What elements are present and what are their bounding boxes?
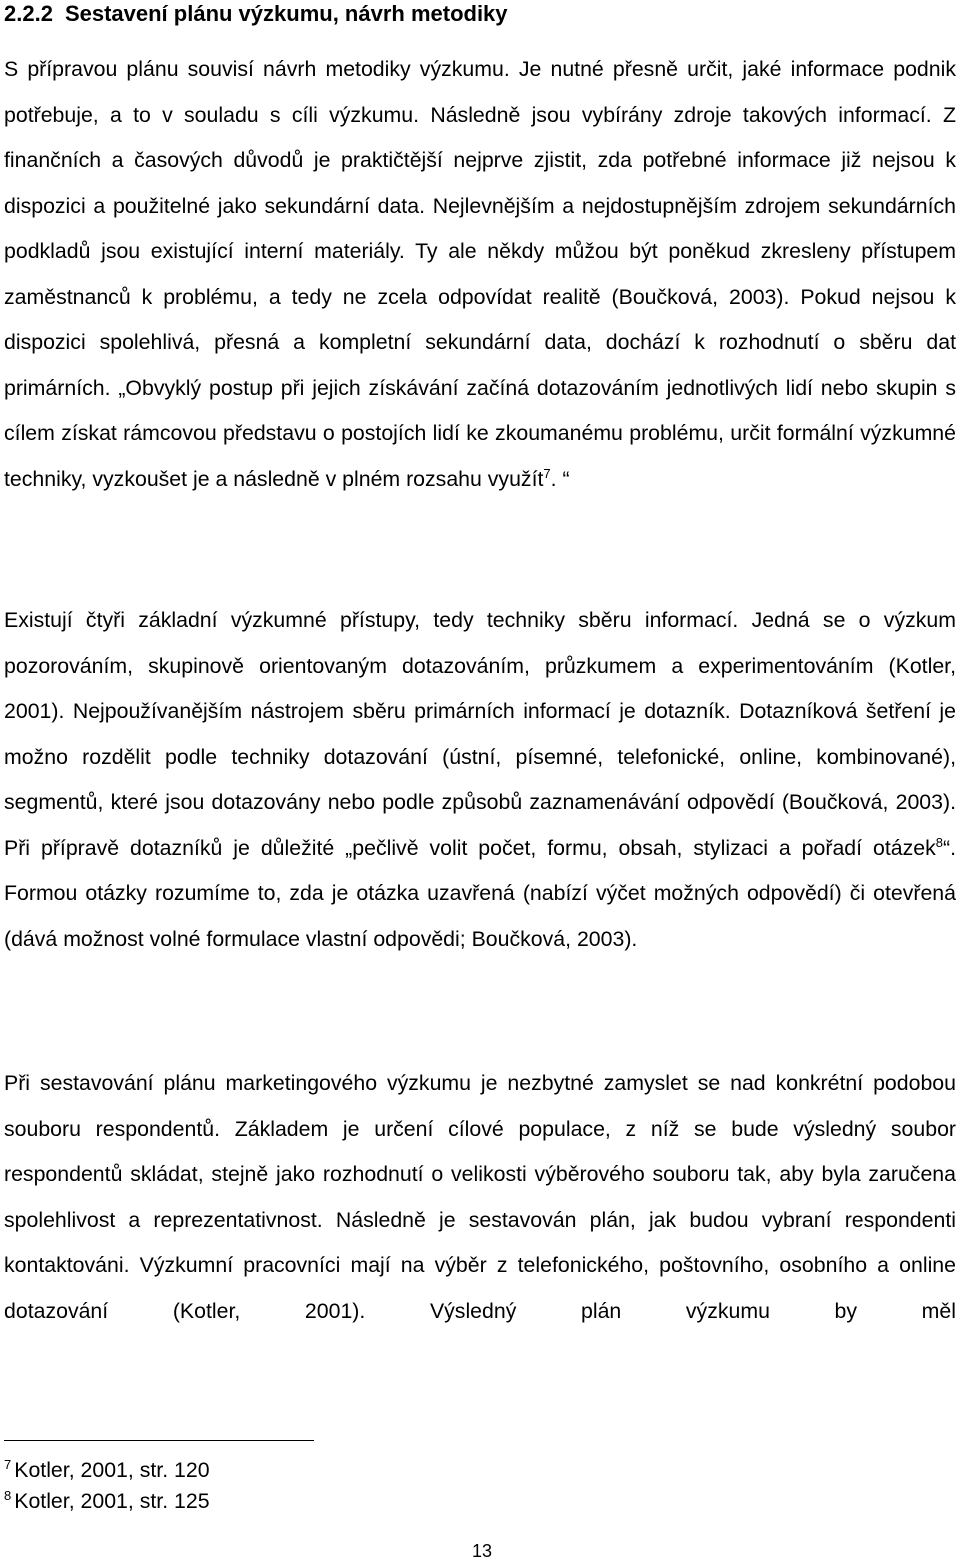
- paragraph-3-text: Při sestavování plánu marketingového výzkumu je nezbytné zamyslet se nad konkrétní podobou souboru respondentů. Základem je určení cílové populace, z níž se bude výsledný soubor respondentů skládat, stejně jako rozhodnutí o velikosti výběrového souboru tak, aby byla zaručena spolehlivost a reprezentativnost. Následně je sestavován plán, jak budou vybraní respondenti kontaktováni. Výzkumní pracovníci mají na výběr z telefonického, poštovního, osobního a online dotazování (Kotler, 2001). Výsledný plán výzkumu by měl: [4, 1071, 956, 1323]
- footnote-mark: 8: [4, 1487, 12, 1503]
- paragraph-2-tail: “. Formou otázky rozumíme to, zda je otázka uzavřená (nabízí výčet možných odpovědí) či otevřená (dává možnost volné formulace vlastní odpovědi; Boučková, 2003).: [4, 835, 956, 951]
- footnote-mark: 7: [4, 1456, 12, 1472]
- section-title: Sestavení plánu výzkumu, návrh metodiky: [64, 1, 508, 26]
- paragraph-1-tail: . “: [550, 466, 570, 491]
- footnote-item: [4, 1455, 210, 1486]
- footnotes: [4, 1455, 210, 1517]
- footnote-ref-8[interactable]: 8: [935, 834, 943, 850]
- paragraph-1-text: S přípravou plánu souvisí návrh metodiky výzkumu. Je nutné přesně určit, jaké informace podnik potřebuje, a to v souladu s cíli výzkumu. Následně jsou vybírány zdroje takových informací. Z finančních a časových důvodů je praktičtější nejprve zjistit, zda potřebné informace již nejsou k dispozici a použitelné jako sekundární data. Nejlevnějším a nejdostupnějším zdrojem sekundárních podkladů jsou existující interní materiály. Ty ale někdy můžou být poněkud zkresleny přístupem zaměstnanců k problému, a tedy ne zcela odpovídat realitě (Boučková, 2003). Pokud nejsou k dispozici spolehlivá, přesná a kompletní sekundární data, dochází k rozhodnutí o sběru dat primárních. „Obvyklý postup při jejich získávání začíná dotazováním jednotlivých lidí nebo skupin s cílem získat rámcovou představu o postojích lidí ke zkoumanému problému, určit formální výzkumné techniky, vyzkoušet je a následně v plném rozsahu využít: [4, 57, 956, 491]
- paragraph-1: [4, 47, 956, 502]
- section-number: 2.2.2: [4, 1, 53, 26]
- footnote-text: Kotler, 2001, str. 120: [14, 1458, 210, 1482]
- footnote-item: [4, 1486, 210, 1517]
- section-heading: [4, 1, 508, 27]
- footnote-text: Kotler, 2001, str. 125: [14, 1489, 210, 1513]
- paragraph-3: [4, 1061, 956, 1334]
- paragraph-2: [4, 598, 956, 962]
- footnote-ref-7[interactable]: 7: [543, 465, 551, 481]
- page-number: 13: [471, 1541, 493, 1561]
- footnote-separator: [4, 1440, 314, 1441]
- paragraph-2-text: Existují čtyři základní výzkumné přístupy, tedy techniky sběru informací. Jedná se o výzkum pozorováním, skupinově orientovaným dotazováním, průzkumem a experimentováním (Kotler, 2001). Nejpoužívanějším nástrojem sběru primárních informací je dotazník. Dotazníková šetření je možno rozdělit podle techniky dotazování (ústní, písemné, telefonické, online, kombinované), segmentů, které jsou dotazovány nebo podle způsobů zaznamenávání odpovědí (Boučková, 2003). Při přípravě dotazníků je důležité „pečlivě volit počet, formu, obsah, stylizaci a pořadí otázek: [4, 608, 956, 860]
